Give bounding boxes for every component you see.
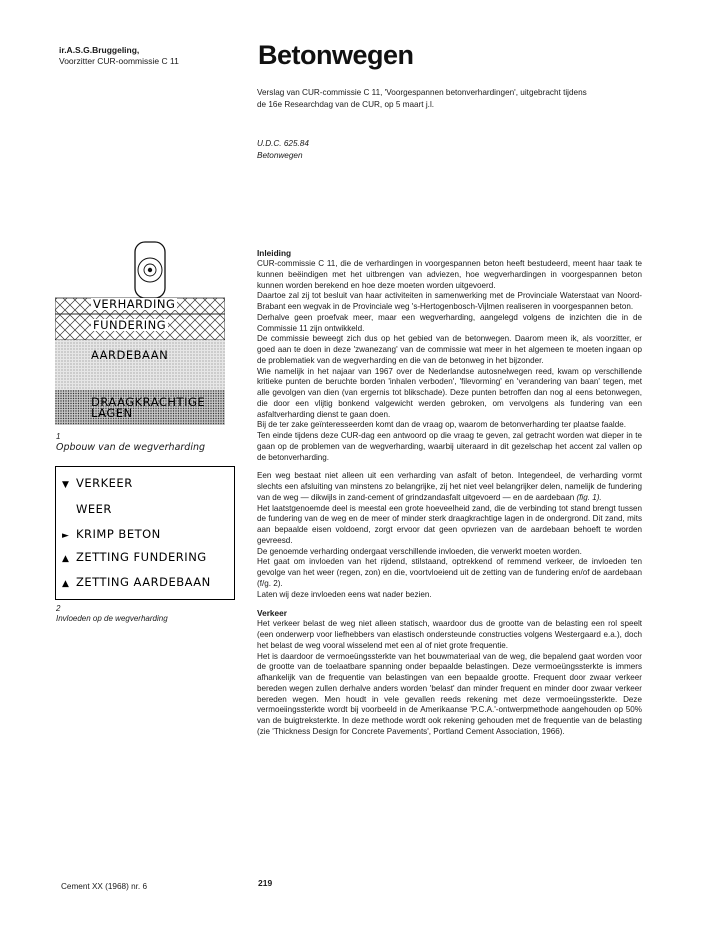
udc-keyword: Betonwegen xyxy=(257,150,303,160)
paragraph xyxy=(257,471,642,503)
figure-2-caption-text: Invloeden op de wegverharding xyxy=(56,614,168,623)
paragraph: Het is daardoor de vermoeüngssterkte van het bouwmateriaal van de weg, die bepalend gaat worden voor de grootte van de toelaatbare spanning onder bepaalde belastingen. Deze vermoeüngssterkte is immers afhankelijk van de frequentie van belastingen van een bepaalde grootte. Frequent door zwaar verkeer bereden wegen zullen derhalve anders worden 'belast' dan minder frequent en minder door zwaar verkeer bereden wegen. Men houdt in vele gevallen reeds rekening met deze vermoeüngssterkte. Deze vermoeiingssterkte wordt bij voorbeeld in de Amerikaanse 'P.C.A.'-ontwerpmethode aangehouden op 50% van de buigtreksterkte. In deze methode wordt ook rekening gehouden met de frequentie van de belasting (zie 'Thickness Design for Concrete Pavements', Portland Cement Association, 1966). xyxy=(257,651,642,736)
section-heading-verkeer: Verkeer xyxy=(257,608,287,619)
influence-label: ZETTING FUNDERING xyxy=(76,550,207,564)
figure-1-number: 1 xyxy=(56,432,61,441)
author-block xyxy=(59,45,249,67)
figure-2-caption xyxy=(56,604,168,624)
influence-row-verkeer xyxy=(62,476,133,490)
paragraph: Laten wij deze invloeden eens wat nader bezien. xyxy=(257,589,432,599)
arrow-up-icon: ▲ xyxy=(62,579,70,589)
layer-label-aardebaan: AARDEBAAN xyxy=(91,348,169,362)
paragraph: Ten einde tijdens deze CUR-dag een antwoord op die vraag te geven, zal getracht worden wat dieper in te gaan op de problemen van de wegverharding, waarbij uiteraard in dit gezelschap het accent zal vallen op de betonverharding. xyxy=(257,431,642,462)
figure-2-number: 2 xyxy=(56,604,61,613)
paragraph: Wie namelijk in het najaar van 1967 over de Nederlandse autosnelwegen reed, kwam op verschillende kritieke punten de beruchte borden 'inhalen verboden', 'filevorming' en 'verandering van baan' tegen, met alle gevolgen van dien (van ergernis tot blikschade). Deze punten betroffen dan nog al eens betonwegen, die door een vlijtig bonkend valgewicht werden gebroken, om vervolgens als fundering van een asfaltverharding dienst te gaan doen. xyxy=(257,366,642,419)
arrow-down-icon: ▼ xyxy=(62,480,70,490)
paragraph: Bij de ter zake geïnteresseerden komt dan de vraag op, waarom de betonverharding ter plaatse faalde. xyxy=(257,420,626,430)
influence-label: ZETTING AARDEBAAN xyxy=(76,575,211,589)
paragraph: Daartoe zal zij tot besluit van haar activiteiten in samenwerking met de Provinciale Waterstaat van Noord-Brabant een wegvak in de Provinciale weg 's-Hertogenbosch-Vijlmen realiseren in voorgespannen beton. xyxy=(257,291,642,311)
influence-label: KRIMP BETON xyxy=(76,527,161,541)
section-heading-inleiding: Inleiding xyxy=(257,248,292,258)
paragraph: Het verkeer belast de weg niet alleen statisch, waardoor dus de grootte van de belasting een rol speelt (een onderwerp voor liefhebbers van elastisch ondersteunde constructies volgens Westergaard e.a.), doch het belast de weg vooral wisselend met een al of niet grote frequentie. xyxy=(257,619,642,650)
layer-label-lagen: LAGEN xyxy=(91,406,133,420)
article-title: Betonwegen xyxy=(258,40,414,70)
paragraph: Het gaat om invloeden van het rijdend, stilstaand, optrekkend of remmend verkeer, de invloeden ten gevolge van het weer (regen, zon) en die, voortvloeiend uit de zetting van de fundering en/of de aardebaan (f/g. 2). xyxy=(257,557,642,588)
arrow-up-icon: ▲ xyxy=(62,554,70,564)
journal-reference: Cement XX (1968) nr. 6 xyxy=(61,882,148,891)
subtitle-line-1: Verslag van CUR-commissie C 11, 'Voorgespannen betonverhardingen', uitgebracht tijdens xyxy=(257,88,587,97)
paragraph: CUR-commissie C 11, die de verhardingen in voorgespannen beton heeft bestudeerd, meent haar taak te kunnen beëindigen met het uitbrengen van adviezen, hoe wegverhardingen in voorgespannen beton kunnen worden berekend en hoe deze moeten worden uitgevoerd. xyxy=(257,259,642,290)
udc-block xyxy=(257,138,309,161)
layer-label-fundering: FUNDERING xyxy=(93,318,167,332)
author-role: Voorzitter CUR-oommissie C 11 xyxy=(59,56,179,66)
subtitle-line-2: de 16e Researchdag van de CUR, op 5 maart j.l. xyxy=(257,99,435,109)
page-number: 219 xyxy=(258,878,273,888)
paragraph: Het laatstgenoemde deel is meestal een grote hoeveelheid zand, die de verbinding tot stand brengt tussen de fundering van de weg en de meer of minder sterk draagkrachtige lagen in de ondergrond. Dit zand, mits aan bepaalde eisen voldoend, zorgt ervoor dat geen opvriezen van de aardebaan behoeft te worden gevreesd. xyxy=(257,503,642,545)
layer-label-verharding: VERHARDING xyxy=(93,297,176,311)
arrow-right-icon: ► xyxy=(62,531,70,541)
influence-label: VERKEER xyxy=(76,476,133,490)
influence-row-zetting-aardebaan xyxy=(62,575,211,589)
paragraph: De genoemde verharding ondergaat verschillende invloeden, die verwerkt moeten worden. xyxy=(257,546,582,556)
paragraph-text: Een weg bestaat niet alleen uit een verharding van asfalt of beton. Integendeel, de verharding vormt slechts een afsluiting van minstens zo belangrijke, zij het niet veel belangrijker delen, namelijk de fundering van de weg — dikwijls in zand-cement of grindzandasfalt uitgevoerd — en de aardebaan xyxy=(257,471,642,502)
influence-row-krimp-beton xyxy=(62,527,161,541)
influence-row-zetting-fundering xyxy=(62,550,207,564)
figure-1-caption-text: Opbouw van de wegverharding xyxy=(56,442,206,453)
udc-code: U.D.C. 625.84 xyxy=(257,139,309,148)
paragraph: De commissie beweegt zich dus op het gebied van de betonwegen. Daarom meen ik, als voorzitter, er goed aan te doen in deze 'zwanezang' van de commissie wat meer in het algemeen te moeten ingaan op de problematiek van de wegverharding en die van de betonweg in het bijzonder. xyxy=(257,334,642,365)
influence-row-weer xyxy=(76,502,112,516)
influence-label: WEER xyxy=(76,502,112,516)
figure-1-caption xyxy=(56,432,205,453)
article-body xyxy=(257,248,642,738)
layer-label-draagkrachtige: DRAAGKRACHTIGE xyxy=(91,395,206,409)
author-name: ir.A.S.G.Bruggeling, xyxy=(59,45,140,55)
figure-reference: (fig. 1). xyxy=(576,492,602,502)
article-subtitle xyxy=(257,87,647,110)
paragraph: Derhalve geen proefvak meer, maar een wegverharding, aangelegd volgens de inzichten die in de Commissie 11 zijn ontwikkeld. xyxy=(257,312,642,333)
figure-1 xyxy=(55,240,225,425)
figure-2 xyxy=(55,466,235,600)
